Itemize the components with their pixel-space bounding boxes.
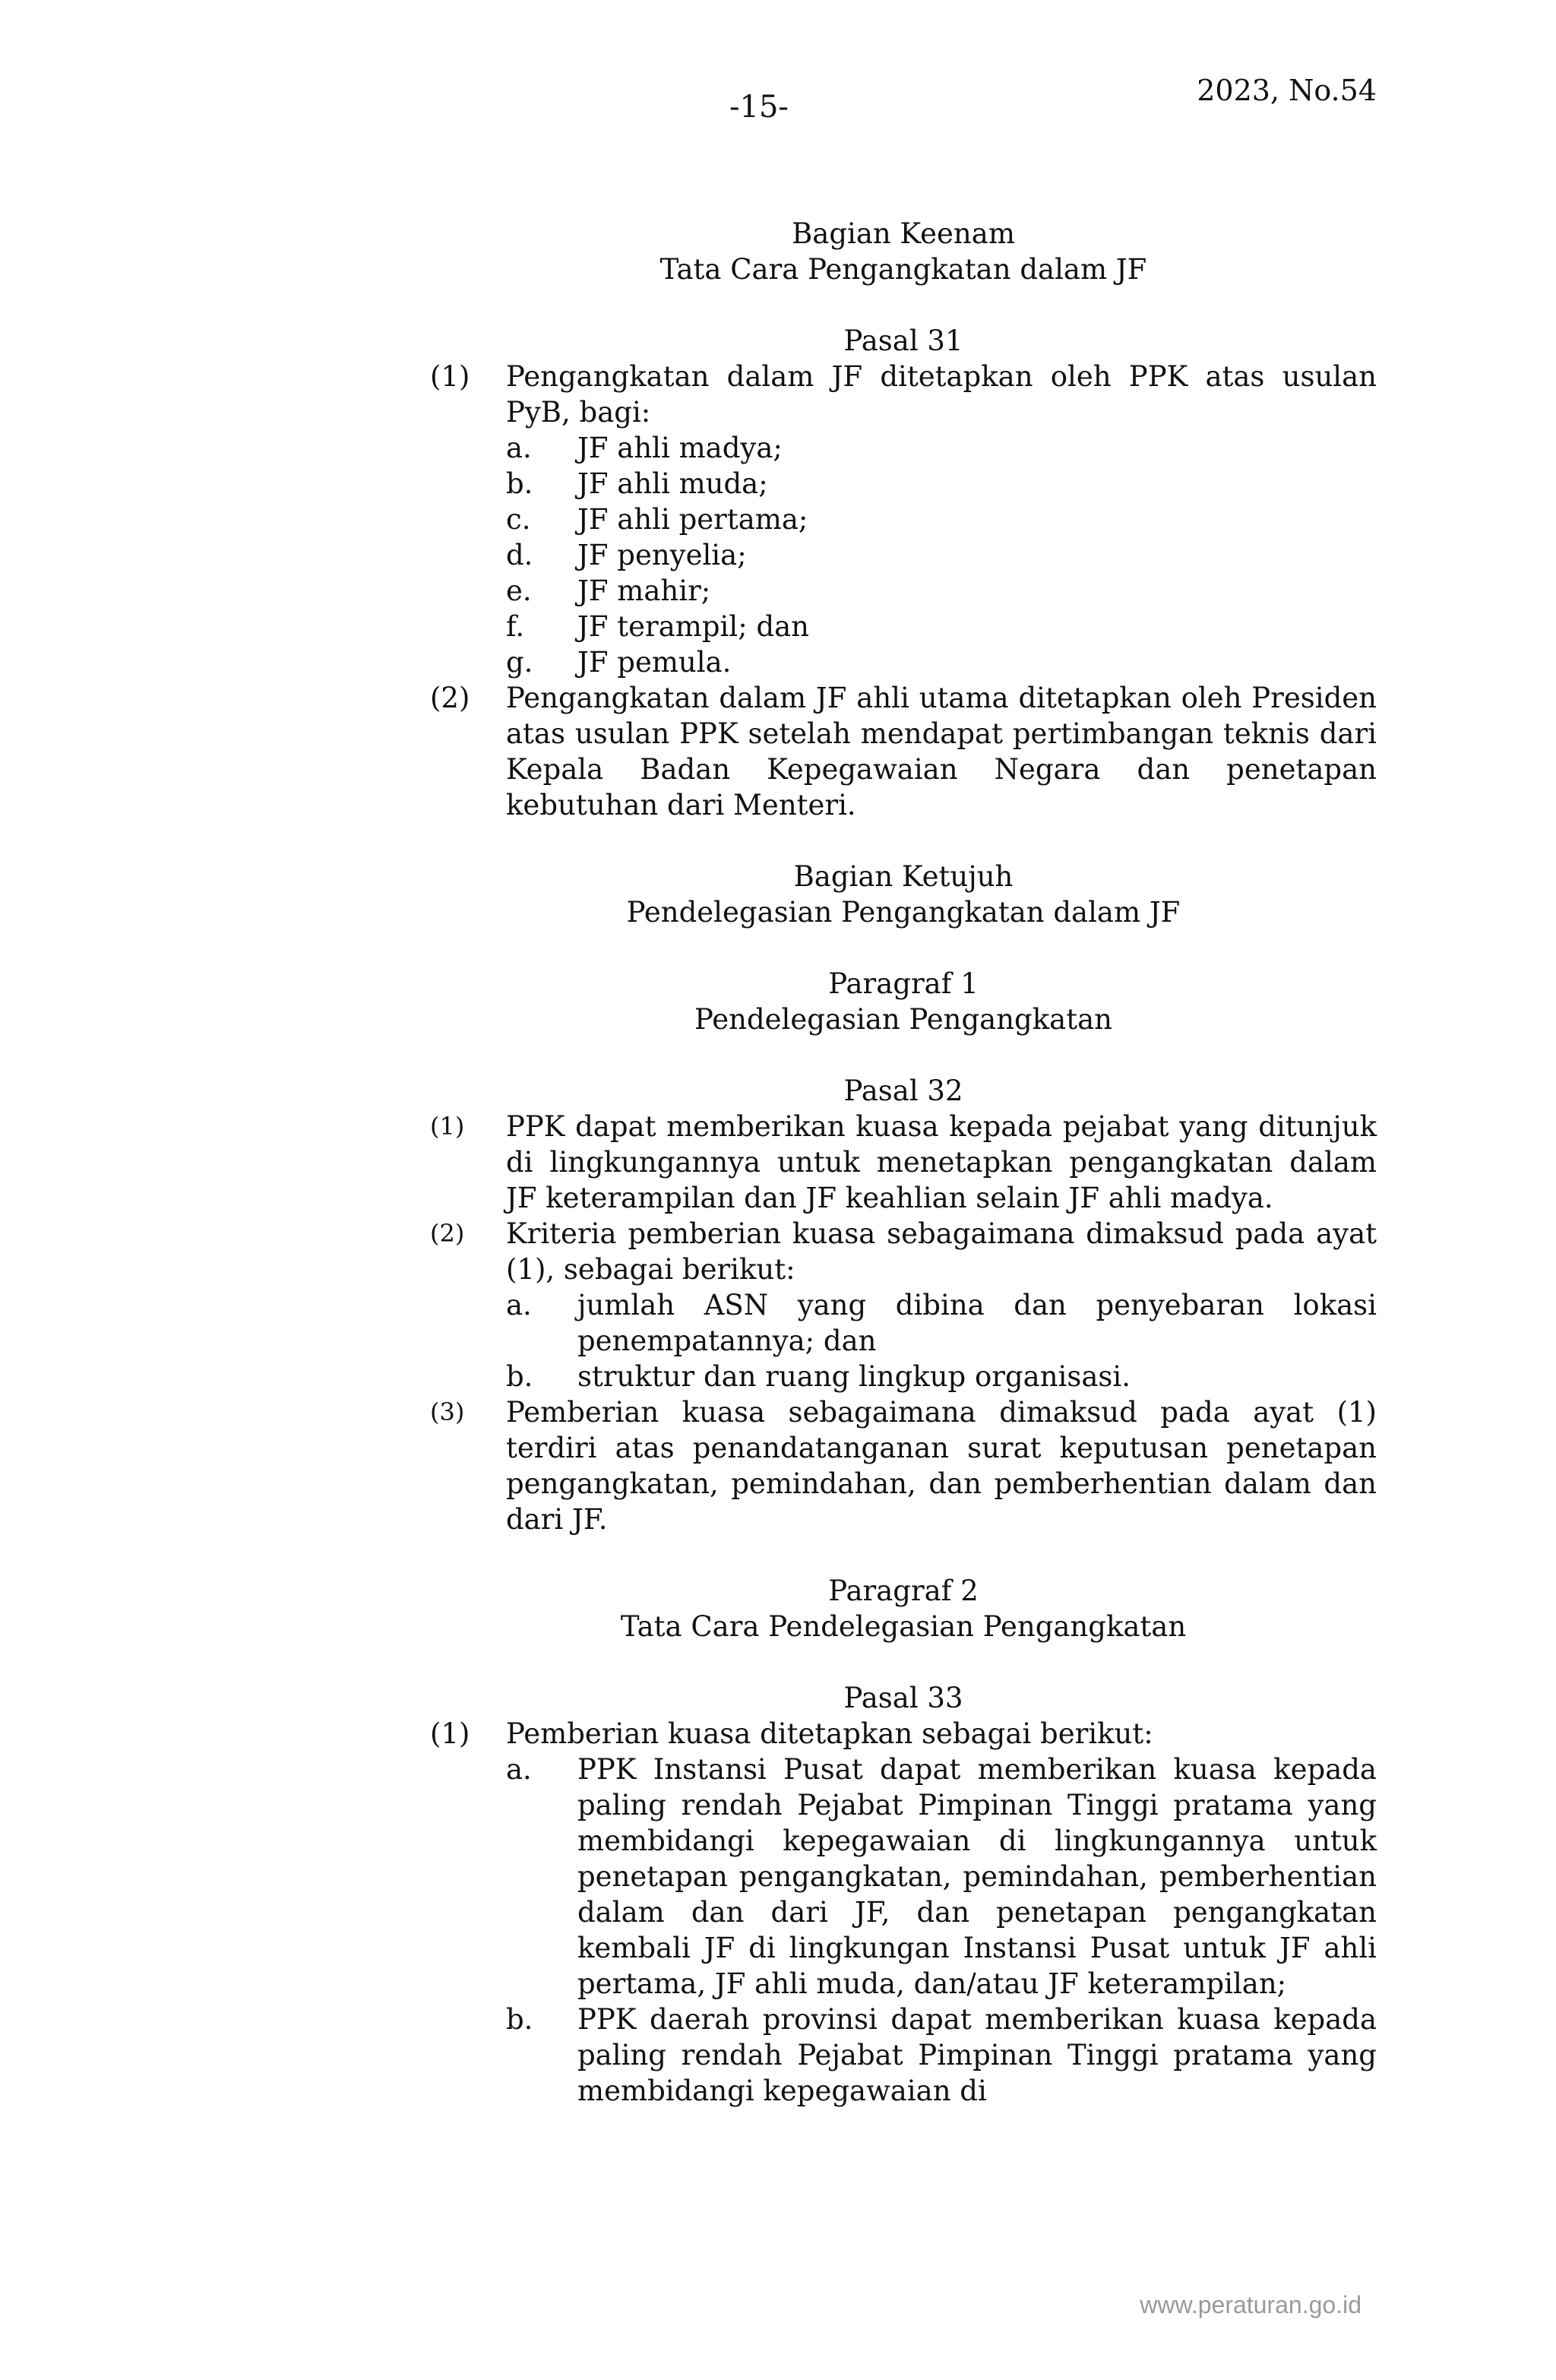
ayat-number: (2) bbox=[430, 1219, 465, 1248]
sub-letter: b. bbox=[506, 1360, 533, 1393]
sub-letter: d. bbox=[506, 539, 533, 571]
section-heading: Bagian Ketujuh bbox=[793, 860, 1014, 893]
sub-item bbox=[506, 573, 1377, 609]
ayat-item bbox=[430, 1109, 1377, 1216]
sub-item bbox=[506, 1287, 1377, 1359]
document-reference: 2023, No.54 bbox=[1197, 74, 1377, 107]
section-title: Pendelegasian Pengangkatan dalam JF bbox=[626, 896, 1181, 929]
footer-url: www.peraturan.go.id bbox=[1140, 2291, 1362, 2318]
ayat-text: PPK dapat memberikan kuasa kepada pejabat yang ditunjuk di lingkungannya untuk menetapkan pengangkatan dalam JF keterampilan dan JF keahlian selain JF ahli madya. bbox=[506, 1110, 1377, 1214]
ayat-text: Pemberian kuasa sebagaimana dimaksud pada ayat (1) terdiri atas penandatanganan surat keputusan penetapan pengangkatan, pemindahan, dan pemberhentian dalam dan dari JF. bbox=[506, 1396, 1377, 1536]
sub-letter: e. bbox=[506, 574, 532, 607]
sub-item bbox=[506, 609, 1377, 644]
ayat-number: (1) bbox=[430, 1112, 465, 1141]
sub-item bbox=[506, 2002, 1377, 2109]
sub-text: JF penyelia; bbox=[577, 539, 747, 571]
ayat-number: (1) bbox=[430, 360, 470, 393]
ayat-item bbox=[430, 1216, 1377, 1394]
sub-text: JF pemula. bbox=[577, 646, 732, 679]
ayat-text: Pemberian kuasa ditetapkan sebagai berikut: bbox=[506, 1717, 1153, 1750]
pasal-heading: Pasal 32 bbox=[843, 1074, 963, 1107]
sub-text: JF ahli muda; bbox=[577, 467, 768, 500]
sub-letter: c. bbox=[506, 503, 531, 536]
sub-item bbox=[506, 466, 1377, 502]
paragraf-heading: Paragraf 1 bbox=[828, 967, 979, 1000]
sub-letter: g. bbox=[506, 646, 533, 679]
ayat-item bbox=[430, 359, 1377, 680]
ayat-text: Pengangkatan dalam JF ditetapkan oleh PPK atas usulan PyB, bagi: bbox=[506, 360, 1377, 429]
page-number: -15- bbox=[729, 90, 789, 125]
paragraf-title: Tata Cara Pendelegasian Pengangkatan bbox=[620, 1610, 1187, 1643]
sub-letter: f. bbox=[506, 610, 525, 643]
ayat-text: Kriteria pemberian kuasa sebagaimana dimaksud pada ayat (1), sebagai berikut: bbox=[506, 1217, 1377, 1286]
section-title: Tata Cara Pengangkatan dalam JF bbox=[659, 253, 1147, 286]
sub-item bbox=[506, 502, 1377, 537]
section-heading: Bagian Keenam bbox=[792, 217, 1015, 250]
ayat-number: (1) bbox=[430, 1717, 470, 1750]
sub-item bbox=[506, 537, 1377, 573]
sub-letter: b. bbox=[506, 467, 533, 500]
paragraf-heading: Paragraf 2 bbox=[828, 1575, 979, 1607]
sub-item bbox=[506, 430, 1377, 466]
sub-text: PPK daerah provinsi dapat memberikan kuasa kepada paling rendah Pejabat Pimpinan Tinggi pratama yang membidangi kepegawaian di bbox=[577, 2003, 1377, 2107]
ayat-item bbox=[430, 1394, 1377, 1537]
sub-letter: a. bbox=[506, 1289, 532, 1321]
paragraf-title: Pendelegasian Pengangkatan bbox=[694, 1003, 1112, 1036]
sub-text: PPK Instansi Pusat dapat memberikan kuasa kepada paling rendah Pejabat Pimpinan Tinggi pratama yang membidangi kepegawaian di lingkungannya untuk penetapan pengangkatan, pemindahan, pemberhentian dalam dan dari JF, dan penetapan pengangkatan kembali JF di lingkungan Instansi Pusat untuk JF ahli pertama, JF ahli muda, dan/atau JF keterampilan; bbox=[577, 1753, 1377, 2000]
pasal-heading: Pasal 33 bbox=[843, 1682, 963, 1714]
ayat-item bbox=[430, 1716, 1377, 2109]
sub-text: JF ahli madya; bbox=[577, 432, 783, 464]
sub-item bbox=[506, 644, 1377, 680]
sub-item bbox=[506, 1359, 1377, 1394]
document-body bbox=[430, 216, 1377, 2109]
sub-item bbox=[506, 1752, 1377, 2002]
sub-text: jumlah ASN yang dibina dan penyebaran lokasi penempatannya; dan bbox=[577, 1289, 1377, 1357]
ayat-text: Pengangkatan dalam JF ahli utama ditetapkan oleh Presiden atas usulan PPK setelah mendapat pertimbangan teknis dari Kepala Badan Kepegawaian Negara dan penetapan kebutuhan dari Menteri. bbox=[506, 682, 1377, 821]
ayat-number: (2) bbox=[430, 682, 470, 714]
sub-letter: a. bbox=[506, 1753, 532, 1786]
sub-text: JF terampil; dan bbox=[577, 610, 810, 643]
sub-letter: b. bbox=[506, 2003, 533, 2036]
pasal-heading: Pasal 31 bbox=[843, 324, 963, 357]
sub-text: struktur dan ruang lingkup organisasi. bbox=[577, 1360, 1131, 1393]
ayat-number: (3) bbox=[430, 1397, 465, 1426]
ayat-item bbox=[430, 680, 1377, 823]
sub-text: JF ahli pertama; bbox=[577, 503, 808, 536]
sub-text: JF mahir; bbox=[577, 574, 711, 607]
sub-letter: a. bbox=[506, 432, 532, 464]
